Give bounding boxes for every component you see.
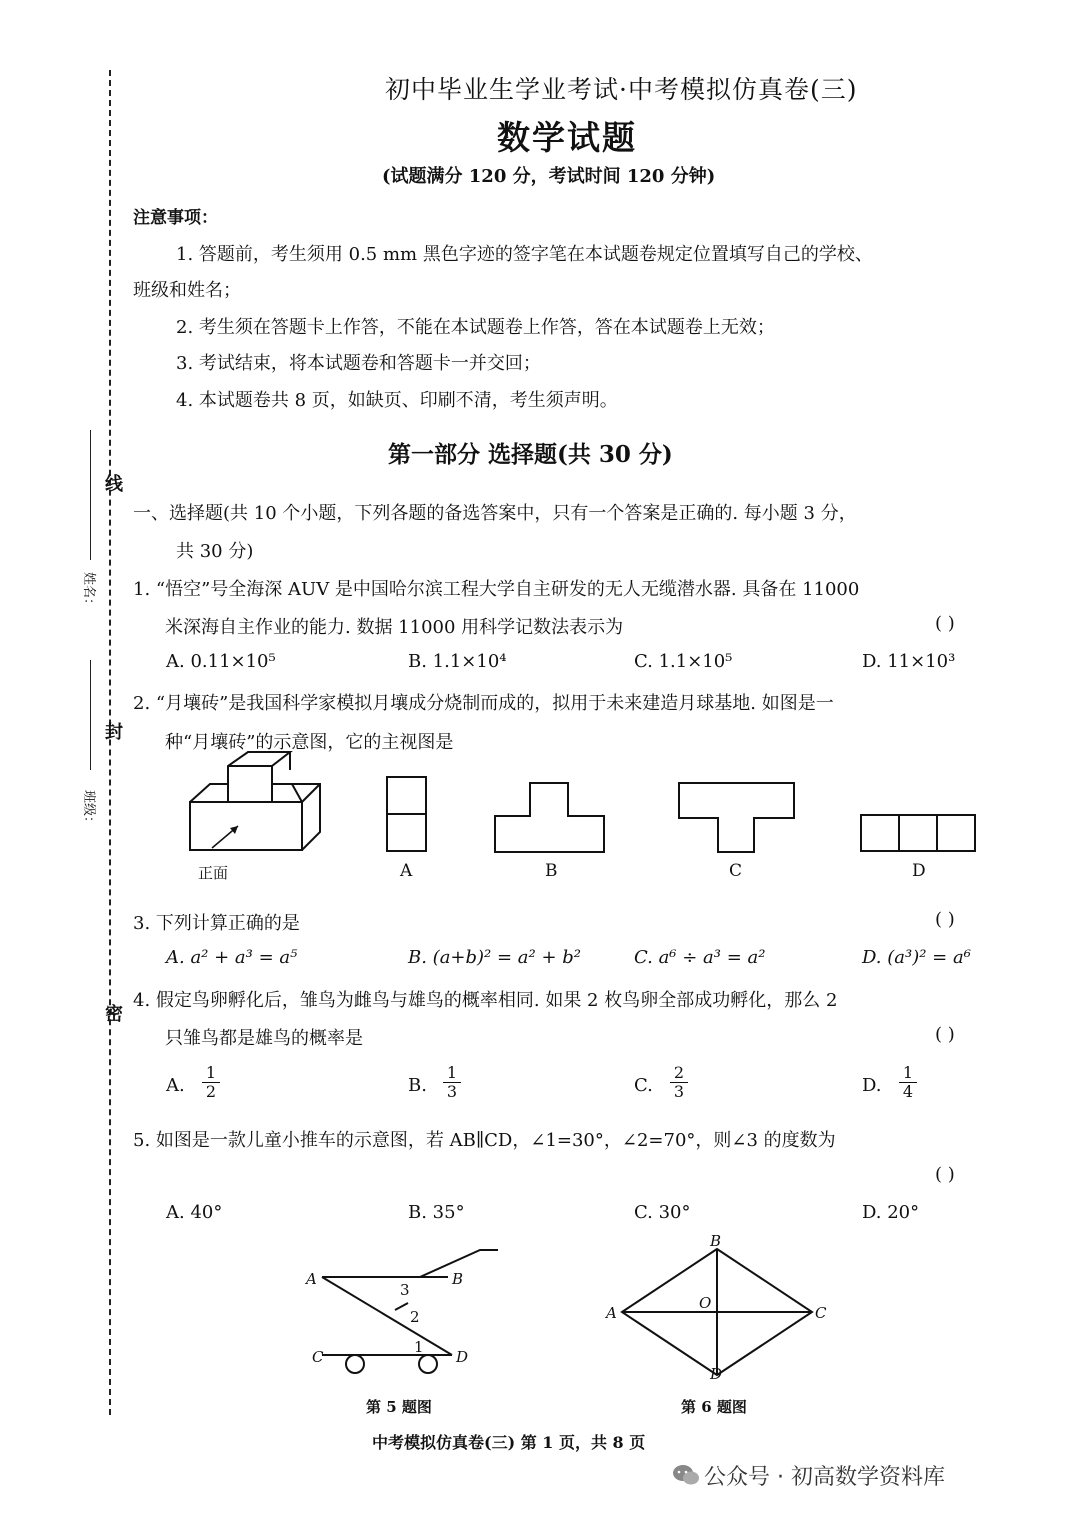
option-a-figure (386, 776, 428, 854)
notice-item-1-cont: 班级和姓名； (133, 280, 241, 301)
q4-stem-cont: 只雏鸟都是雄鸟的概率是 (165, 1028, 363, 1049)
fraction-denominator: 3 (673, 1082, 685, 1101)
watermark-text: 公众号 · 初高数学资料库 (704, 1465, 945, 1490)
fig5-label-d: D (456, 1348, 469, 1366)
fig5-angle-1: 1 (414, 1338, 424, 1356)
figure-5-caption: 第 5 题图 (366, 1398, 432, 1416)
q4-option-b-letter: B. (408, 1075, 427, 1096)
section-instruction: 一、选择题(共 10 个小题，下列各题的备选答案中，只有一个答案是正确的. 每小题 3 分， (133, 503, 857, 524)
q4-stem: 4. 假定鸟卵孵化后，雏鸟为雌鸟与雄鸟的概率相同. 如果 2 枚鸟卵全部成功孵化，那么 2 (133, 990, 838, 1011)
q4-option-d-fraction (899, 1064, 917, 1101)
q1-option-c: C. 1.1×10⁵ (634, 651, 733, 672)
fraction-numerator: 1 (443, 1064, 461, 1083)
q3-answer-paren: ( ) (935, 909, 955, 930)
option-b-label: B (545, 861, 558, 881)
exam-info: (试题满分 120 分，考试时间 120 分钟) (382, 166, 716, 187)
q5-option-a: A. 40° (166, 1202, 223, 1223)
moon-brick-3d-figure (180, 760, 330, 860)
front-view-label: 正面 (198, 864, 229, 882)
q4-option-a-letter: A. (166, 1075, 185, 1096)
q1-option-a: A. 0.11×10⁵ (166, 651, 276, 672)
q5-option-d: D. 20° (862, 1202, 920, 1223)
q3-option-a: A. a² + a³ = a⁵ (166, 947, 298, 968)
option-c-figure (678, 782, 796, 854)
q2-stem: 2. “月壤砖”是我国科学家模拟月壤成分烧制而成的，拟用于未来建造月球基地. 如图是一 (133, 693, 834, 714)
wechat-icon (672, 1463, 700, 1487)
option-b-figure (494, 782, 606, 854)
q4-answer-paren: ( ) (935, 1024, 955, 1045)
q2-stem-cont: 种“月壤砖”的示意图，它的主视图是 (165, 732, 454, 753)
option-d-figure (860, 814, 978, 854)
fig5-label-a: A (306, 1270, 317, 1288)
fig5-angle-3: 3 (400, 1281, 410, 1299)
q4-option-d-letter: D. (862, 1075, 882, 1096)
fig5-angle-2: 2 (410, 1308, 420, 1326)
fig5-label-c: C (312, 1348, 324, 1366)
q4-option-b-fraction (443, 1064, 461, 1101)
option-d-label: D (912, 861, 926, 881)
q4-option-a-fraction (202, 1064, 220, 1101)
q1-stem: 1. “悟空”号全海深 AUV 是中国哈尔滨工程大学自主研发的无人无缆潜水器. 具备在 11000 (133, 579, 860, 600)
notice-item-4: 4. 本试题卷共 8 页，如缺页、印刷不清，考生须声明。 (176, 390, 618, 411)
subject-title: 数学试题 (497, 118, 637, 157)
q5-option-b: B. 35° (408, 1202, 465, 1223)
notice-heading: 注意事项： (133, 208, 218, 228)
name-blank-line (90, 430, 91, 560)
class-blank-line (90, 660, 91, 770)
fraction-numerator: 1 (899, 1064, 917, 1083)
q3-option-d: D. (a³)² = a⁶ (862, 947, 971, 968)
q4-option-c-fraction (670, 1064, 688, 1101)
fraction-numerator: 2 (670, 1064, 688, 1083)
q5-option-c: C. 30° (634, 1202, 691, 1223)
notice-item-1: 1. 答题前，考生须用 0.5 mm 黑色字迹的签字笔在本试题卷规定位置填写自己的学校、 (176, 244, 873, 265)
notice-item-2: 2. 考生须在答题卡上作答，不能在本试题卷上作答，答在本试题卷上无效； (176, 317, 775, 338)
figure-5-stroller (300, 1240, 510, 1385)
q1-stem-cont: 米深海自主作业的能力. 数据 11000 用科学记数法表示为 (165, 617, 624, 638)
seal-char-seal: 封 (105, 722, 123, 743)
fig6-label-c: C (815, 1304, 827, 1322)
fig6-label-o: O (699, 1294, 712, 1312)
seal-char-secret: 密 (105, 1004, 123, 1025)
figure-6-rhombus (600, 1232, 840, 1385)
option-a-label: A (400, 861, 413, 881)
fig5-label-b: B (452, 1270, 464, 1288)
page-footer: 中考模拟仿真卷(三) 第 1 页，共 8 页 (372, 1433, 646, 1452)
q1-answer-paren: ( ) (935, 613, 955, 634)
q5-stem: 5. 如图是一款儿童小推车的示意图，若 AB∥CD，∠1=30°，∠2=70°，则∠3 的度数为 (133, 1130, 836, 1151)
notice-item-3: 3. 考试结束，将本试题卷和答题卡一并交回； (176, 353, 541, 374)
fig6-label-a: A (606, 1304, 617, 1322)
q3-stem: 3. 下列计算正确的是 (133, 913, 300, 934)
exam-title: 初中毕业生学业考试·中考模拟仿真卷(三) (385, 75, 858, 104)
option-c-label: C (729, 861, 743, 881)
fraction-numerator: 1 (202, 1064, 220, 1083)
q1-option-b: B. 1.1×10⁴ (408, 651, 507, 672)
figure-6-caption: 第 6 题图 (681, 1398, 747, 1416)
part1-title: 第一部分 选择题(共 30 分) (388, 441, 673, 468)
q1-option-d: D. 11×10³ (862, 651, 956, 672)
class-field-label: 班级： (81, 790, 96, 830)
fraction-denominator: 3 (446, 1082, 458, 1101)
q5-answer-paren: ( ) (935, 1164, 955, 1185)
fraction-denominator: 4 (902, 1082, 914, 1101)
fraction-denominator: 2 (205, 1082, 217, 1101)
fig6-label-b: B (710, 1232, 722, 1250)
q3-option-b: B. (a+b)² = a² + b² (408, 947, 582, 968)
q4-option-c-letter: C. (634, 1075, 653, 1096)
seal-char-line: 线 (105, 474, 123, 495)
section-instruction-cont: 共 30 分) (176, 541, 254, 562)
fig6-label-d: D (710, 1365, 723, 1383)
name-field-label: 姓名： (81, 572, 96, 612)
q3-option-c: C. a⁶ ÷ a³ = a² (634, 947, 766, 968)
